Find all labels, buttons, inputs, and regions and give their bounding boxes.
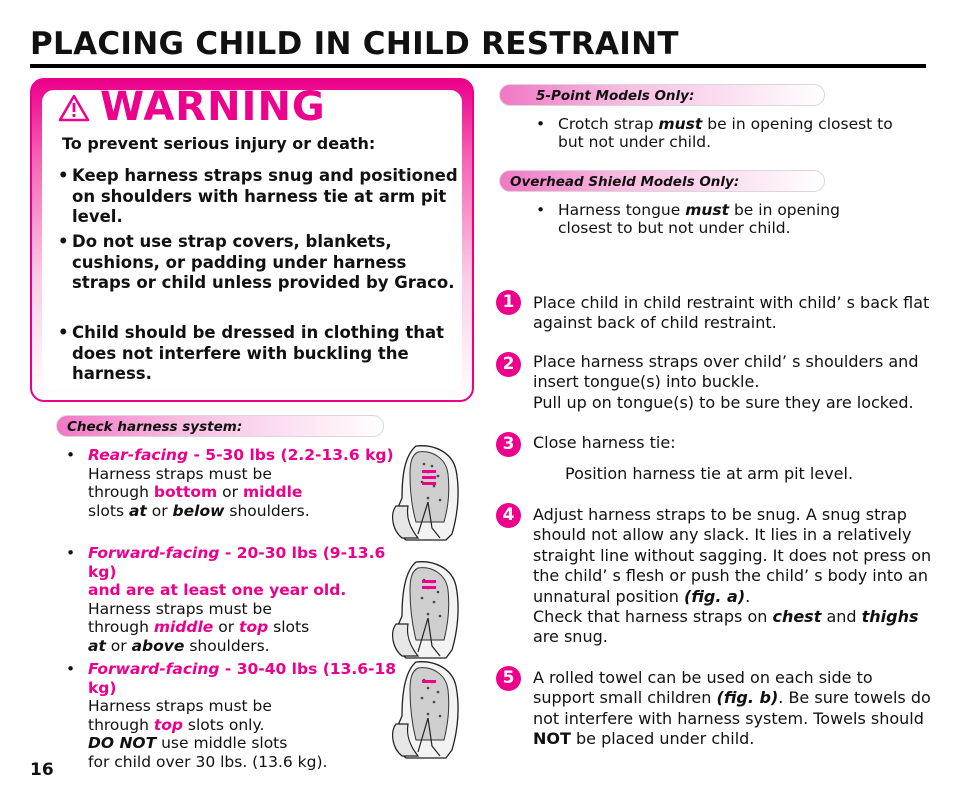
step-text: A rolled towel can be used on each side to support small children (fig. b). Be sure towels do not interfere with harness system. Towels should NOT be placed under child.: [533, 668, 931, 749]
five-point-bullet: • Crotch strap must be in opening closest to but not under child.: [536, 115, 893, 151]
slot-position: top: [153, 715, 183, 734]
bullet-icon: •: [66, 446, 76, 464]
check-item-forward-facing-20-30: • Forward-facing - 20-30 lbs (9-13.6 kg) and are at least one year old. Harness straps must be through middle or top slots at or above shoulders.: [66, 544, 386, 655]
title-rule: [30, 64, 926, 68]
age-requirement: and are at least one year old.: [88, 581, 347, 599]
instruction-text: Harness straps must be: [88, 599, 272, 618]
shoulder-relation: at: [88, 636, 106, 655]
dash: -: [188, 446, 206, 464]
facing-label: Forward-facing: [88, 660, 220, 678]
shoulder-relation: at: [128, 501, 147, 520]
shoulder-relation: above: [131, 636, 185, 655]
warning-bullet: [58, 232, 458, 294]
slot-position: middle: [153, 618, 214, 636]
step-number-badge: 1: [496, 290, 521, 315]
slot-position: middle: [242, 483, 303, 501]
slot-position: top: [239, 618, 269, 636]
do-not-label: DO NOT: [88, 734, 157, 752]
bullet-icon: •: [58, 232, 69, 251]
car-seat-forward-facing-top-slots-illustration: [388, 658, 462, 762]
bullet-icon: •: [58, 166, 69, 185]
weight-range: 5-30 lbs (2.2-13.6 kg): [205, 446, 394, 464]
figure-reference: (fig. a): [684, 586, 746, 606]
slot-position: bottom: [153, 483, 218, 501]
warning-bullet-text: Do not use strap covers, blankets, cushions, or padding under harness straps or child unless provided by Graco.: [72, 232, 455, 292]
step-number-badge: 4: [496, 503, 521, 528]
step-number-badge: 2: [496, 352, 521, 377]
car-seat-forward-facing-illustration: [388, 558, 462, 662]
step-text: Adjust harness straps to be snug. A snug strap should not allow any slack. It lies in a relatively straight line without sagging. It does not press on the child’ s flesh or push the child’ s body into an unnatural position (fig. a). Check that harness straps on chest and thighs are snug.: [533, 505, 932, 647]
step-text: Place child in child restraint with child’ s back flat against back of child restraint.: [533, 293, 930, 333]
bullet-icon: •: [58, 323, 69, 342]
step-text: Close harness tie: Position harness tie at arm pit level.: [533, 433, 854, 484]
facing-label: Forward-facing: [88, 544, 220, 562]
overhead-shield-header: Overhead Shield Models Only:: [499, 170, 825, 192]
page-title: PLACING CHILD IN CHILD RESTRAINT: [30, 26, 679, 62]
warning-bullet: [58, 323, 458, 385]
step-number-badge: 3: [496, 432, 521, 457]
five-point-header: 5-Point Models Only:: [499, 84, 825, 106]
page-number: 16: [30, 760, 54, 780]
bullet-icon: •: [536, 201, 546, 219]
weight-range: 20-30 lbs (9-13.6 kg): [88, 544, 386, 581]
warning-bullet-text: Child should be dressed in clothing that does not interfere with buckling the harness.: [72, 323, 445, 383]
warning-subtitle: To prevent serious injury or death:: [62, 134, 376, 153]
step-number-badge: 5: [496, 666, 521, 691]
facing-label: Rear-facing: [88, 446, 189, 464]
car-seat-rear-facing-illustration: [388, 442, 462, 544]
check-item-rear-facing: • Rear-facing - 5-30 lbs (2.2-13.6 kg) Harness straps must be through bottom or middle slots at or below shoulders.: [66, 446, 394, 520]
instruction-text: Harness straps must be: [88, 697, 272, 715]
weight-range: 30-40 lbs (13.6-18 kg): [88, 660, 397, 697]
check-item-forward-facing-30-40: • Forward-facing - 30-40 lbs (13.6-18 kg) Harness straps must be through top slots only. DO NOT use middle slots for child over 30 lbs. (13.6 kg).: [66, 660, 397, 771]
warning-triangle-icon: [58, 94, 90, 122]
bullet-icon: •: [536, 115, 546, 133]
check-harness-header: Check harness system:: [56, 415, 384, 437]
warning-bullet-text: Keep harness straps snug and positioned on shoulders with harness tie at arm pit level.: [72, 166, 458, 226]
overhead-shield-bullet: • Harness tongue must be in opening closest to but not under child.: [536, 201, 840, 237]
bullet-icon: •: [66, 660, 76, 678]
warning-title: WARNING: [100, 84, 326, 130]
step-text: Place harness straps over child’ s shoulders and insert tongue(s) into buckle. Pull up on tongue(s) to be sure they are locked.: [533, 352, 919, 412]
instruction-text: Harness straps must be: [88, 464, 272, 483]
bullet-icon: •: [66, 544, 76, 562]
warning-bullet: [58, 166, 458, 228]
shoulder-relation: below: [172, 501, 225, 520]
figure-reference: (fig. b): [716, 688, 779, 708]
